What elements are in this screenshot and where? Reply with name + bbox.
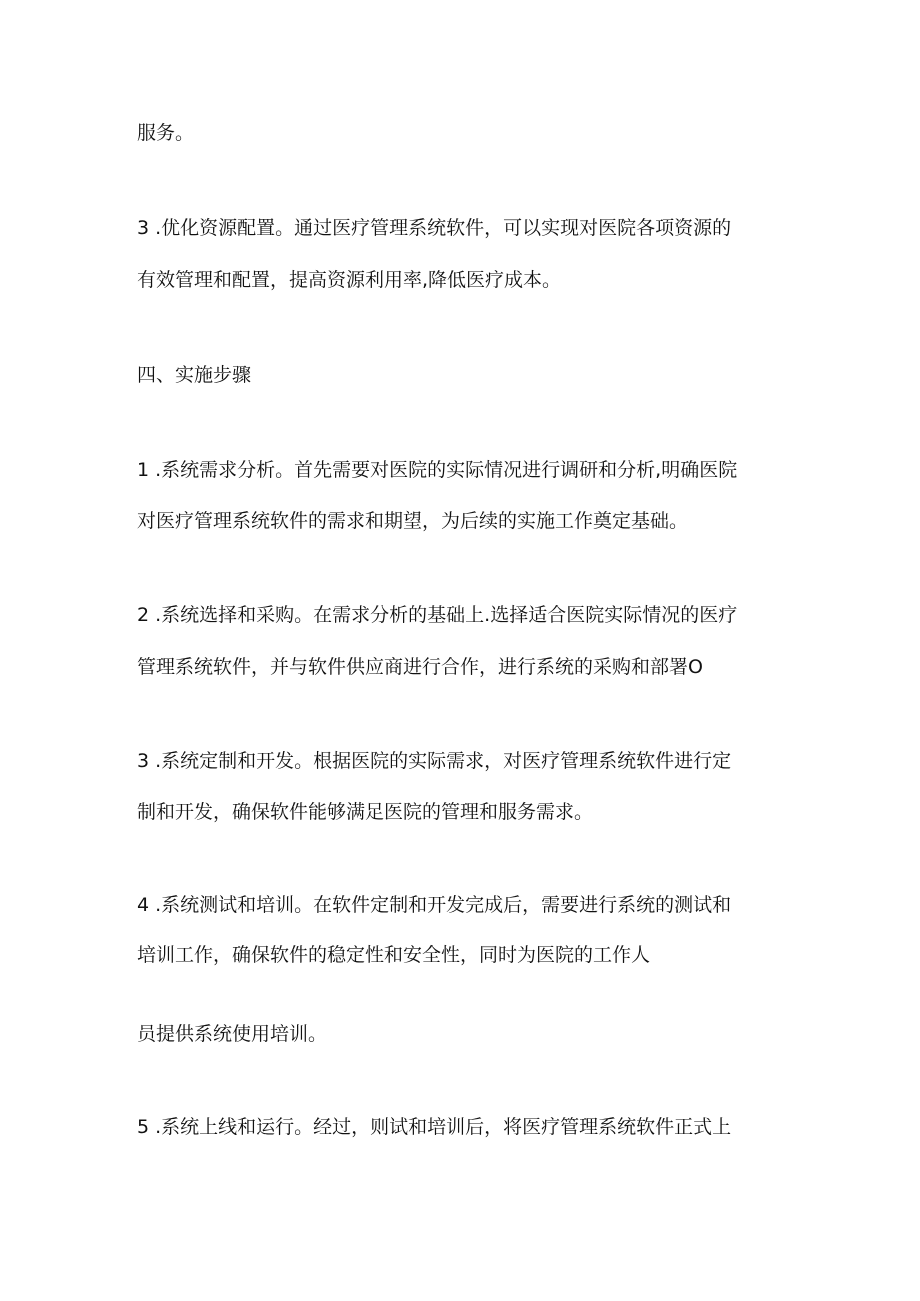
- text-line-services-end: 服务。: [137, 122, 195, 144]
- text-line-step4-continued: 培训工作，确保软件的稳定性和安全性，同时为医院的工作人: [137, 944, 651, 966]
- text-line-step3-customization: 3 .系统定制和开发。根据医院的实际需求，对医疗管理系统软件进行定: [137, 750, 732, 772]
- section-heading-implementation-steps: 四、实施步骤: [137, 364, 252, 386]
- text-line-step2-selection: 2 .系统选择和采购。在需求分析的基础上.选择适合医院实际情况的医疗: [137, 604, 738, 626]
- text-line-step4-testing: 4 .系统测试和培训。在软件定制和开发完成后，需要进行系统的测试和: [137, 894, 732, 916]
- text-line-step3-continued: 制和开发，确保软件能够满足医院的管理和服务需求。: [137, 801, 594, 823]
- text-line-step1-continued: 对医疗管理系统软件的需求和期望，为后续的实施工作奠定基础。: [137, 510, 689, 532]
- text-line-item3-optimize: 3 .优化资源配置。通过医疗管理系统软件，可以实现对医院各项资源的: [137, 217, 732, 239]
- text-line-item3-continued: 有效管理和配置，提高资源利用率,降低医疗成本。: [137, 269, 562, 291]
- text-line-step4-end: 员提供系统使用培训。: [137, 1023, 328, 1045]
- text-line-step1-requirements: 1 .系统需求分析。首先需要对医院的实际情况进行调研和分析,明确医院: [137, 459, 738, 481]
- text-line-step2-continued: 管理系统软件，并与软件供应商进行合作，进行系统的采购和部署O: [137, 656, 703, 678]
- text-line-step5-launch: 5 .系统上线和运行。经过，则试和培训后，将医疗管理系统软件正式上: [137, 1116, 732, 1138]
